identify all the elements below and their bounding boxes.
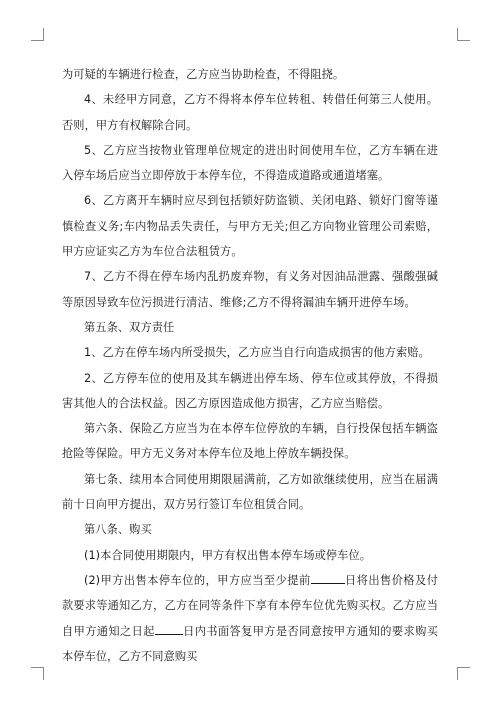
paragraph-continuation: 为可疑的车辆进行检查，乙方应当协助检查，不得阻挠。	[62, 68, 345, 81]
paragraph-clause-7: 7、乙方不得在停车场内乱扔废弃物，有义务对因油品泄露、强酸强碱等原因导致车位污损进行清洁、维修;乙方不得将漏油车辆开进停车场。	[62, 270, 438, 309]
crop-mark-bottom-right	[457, 667, 470, 680]
clause-text-part-3: 日内书面答复甲方是否同意按甲方通知的要求购买本停车位，乙方不同意购买	[62, 624, 438, 663]
paragraph-clause-4: 4、未经甲方同意，乙方不得将本停车位转租、转借任何第三人使用。否则，甲方有权解除合同。	[62, 93, 438, 132]
crop-mark-top-left	[31, 28, 44, 41]
paragraph-article-7: 第七条、续用本合同使用期限届满前，乙方如欲继续使用，应当在届满前十日向甲方提出，双方另行签订车位租赁合同。	[62, 472, 438, 512]
paragraph-article-5-item-1: 1、乙方在停车场内所受损失，乙方应当自行向造成损害的他方索赔。	[84, 346, 430, 360]
paragraph-clause-6: 6、乙方离开车辆时应尽到包括锁好防盗锁、关闭电路、锁好门窗等谨慎检查义务;车内物品丢失责任，与甲方无关;但乙方向物业管理公司索赔，甲方应证实乙方为车位合法租赁方。	[62, 194, 438, 259]
document-body	[62, 62, 438, 669]
paragraph-article-8-item-1: (1)本合同使用期限内，甲方有权出售本停车场或停车位。	[84, 548, 372, 562]
heading-article-8: 第八条、购买	[84, 523, 152, 537]
clause-text-part-2: 日将出售价格及付款要求等通知乙方，乙方在同等条件下享有本停车位优先购买权。乙方应当自甲方通知之日起	[62, 573, 438, 638]
blank-days-reply	[155, 623, 183, 635]
paragraph-article-8-item-2	[62, 568, 438, 669]
paragraph-clause-5: 5、乙方应当按物业管理单位规定的进出时间使用车位，乙方车辆在进入停车场后应当立即停放于本停车位，不得造成道路或通道堵塞。	[62, 143, 438, 183]
crop-mark-bottom-left	[31, 667, 44, 680]
blank-days-notice	[311, 572, 345, 584]
heading-article-5: 第五条、双方责任	[84, 320, 175, 334]
paragraph-article-5-item-2: 2、乙方停车位的使用及其车辆进出停车场、停车位或其停放，不得损害其他人的合法权益。因乙方原因造成他方损害，乙方应当赔偿。	[62, 371, 438, 410]
crop-mark-top-right	[457, 28, 470, 41]
clause-text-part-1: (2)甲方出售本停车位的，甲方应当至少提前	[84, 573, 311, 587]
paragraph-article-6: 第六条、保险乙方应当为在本停车位停放的车辆，自行投保包括车辆盗抢险等保险。甲方无义务对本停车位及地上停放车辆投保。	[62, 422, 438, 461]
